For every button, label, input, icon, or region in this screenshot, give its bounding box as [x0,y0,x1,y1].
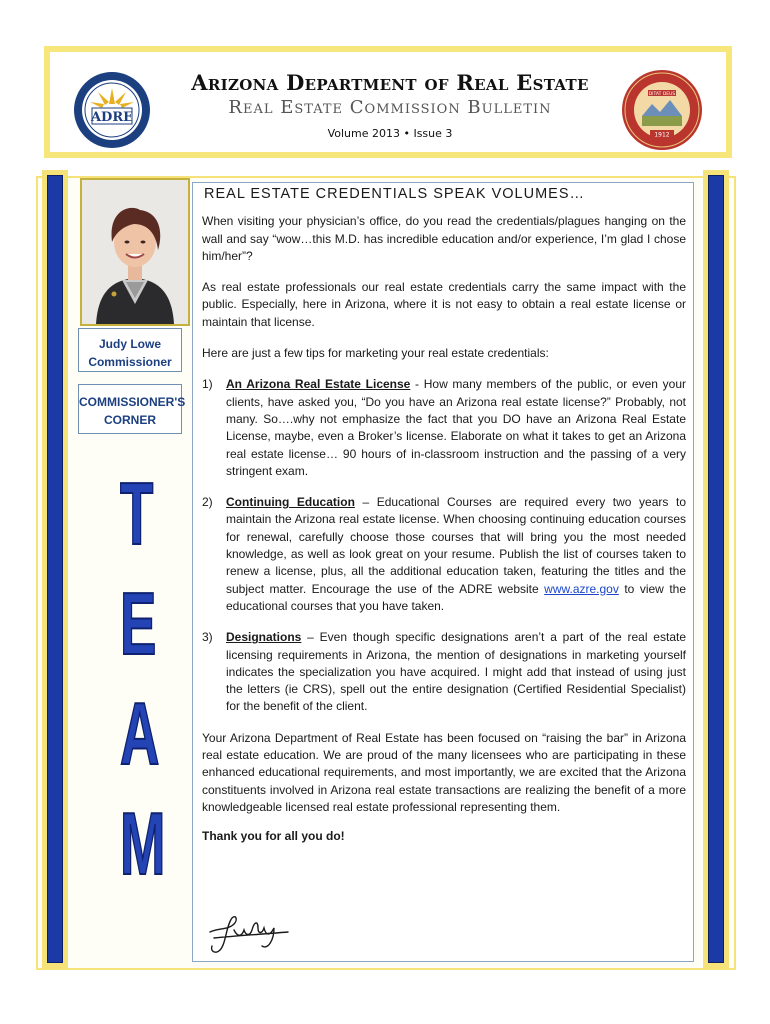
article-paragraph-3: Here are just a few tips for marketing your real estate credentials: [202,346,549,361]
tip-heading: Designations [226,630,302,645]
commissioner-role: Commissioner [88,355,172,369]
team-letter-t: T [120,464,154,563]
thank-you-line: Thank you for all you do! [202,829,345,844]
article-paragraph-2: As real estate professionals our real estate credentials carry the same impact with the public. Especially, here in Arizona, where it is not easy to obtain a real estate license or maintain that license. [202,280,686,329]
tip-number: 1) [202,377,213,392]
tip-heading: Continuing Education [226,495,355,510]
tip-text: - How many members of the public, or even your clients, have asked you, “Do you have an Arizona real estate license?” Probably, not many. So….why not emphasize the fact that you DO have an Arizona Real Estate License, maybe, even a Broker’s license. Elaborate on what it takes to get an Arizona real estate license… 90 hours of in-classroom instruction and the passing of a very stringent exam. [226,377,686,478]
right-blue-bar [703,170,729,968]
volume-issue: Volume 2013 • Issue 3 [327,127,453,140]
newsletter-title: Arizona Department of Real Estate [191,70,589,95]
commissioners-corner-box [78,384,186,434]
tip-text-after: to view the educational courses that you have taken. [226,581,686,613]
team-letter-m: M [120,794,166,893]
azre-website-link[interactable]: www.azre.gov [544,581,619,596]
team-letter-a: A [120,684,160,783]
tip-item-education [202,494,686,615]
state-seal-motto: DITAT DEUS [648,92,676,97]
arizona-state-seal-logo [620,68,704,152]
tip-item-designations [202,629,686,715]
article-paragraph-1: When visiting your physician’s office, do you read the credentials/plagues hanging on the wall and say “wow…this M.D. has incredible education and/or experience, I’m glad I chose him/her”? [202,214,686,263]
team-letter-e: E [120,574,157,673]
article-title: REAL ESTATE CREDENTIALS SPEAK VOLUMES… [204,186,585,202]
adre-seal-logo [72,70,152,150]
tip-number: 3) [202,630,213,645]
adre-seal-text: ADRE [90,110,134,125]
tip-heading: An Arizona Real Estate License [226,377,411,392]
handwritten-signature [204,910,294,956]
article-paragraph-4: Your Arizona Department of Real Estate has been focused on “raising the bar” in Arizona real estate education. We are proud of the many licensees who are participating in these enhanced educational requirements, and most importantly, we are excited that the Arizona constituents involved in Arizona real estate transactions are realizing the benefit of a more knowledgeable licensed real estate professional representing them. [202,730,686,814]
tip-number: 2) [202,495,213,510]
left-blue-bar [42,170,68,968]
newsletter-subtitle: Real Estate Commission Bulletin [228,97,552,118]
commissioner-photo [80,178,190,326]
state-seal-year: 1912 [654,131,670,139]
commissioner-name: Judy Lowe [98,337,161,351]
tip-text: – Educational Courses are required every two years to maintain the Arizona real estate license. When choosing continuing education courses for renewal, carefully choose those courses that will bring you the most needed knowledge, as well as look great on your resume. Publish the list of courses taken to renew a license, plus, all the additional education taken, featuring the titles and the subject matter. Encourage the use of the ADRE website [226,495,686,596]
article-content [202,186,686,846]
tip-text: – Even though specific designations aren’t a part of the real estate licensing requirements in Arizona, the mention of designations in marketing yourself indicates the specialization you have acquired. I might add that instead of using just the letters (ie CRS), spell out the entire designation (Certified Residential Specialist) for the benefit of the client. [226,630,686,714]
commissioners-corner-label: COMMISSIONER'S CORNER [79,395,186,427]
commissioner-name-box [78,328,182,372]
tip-item-license [202,376,686,480]
